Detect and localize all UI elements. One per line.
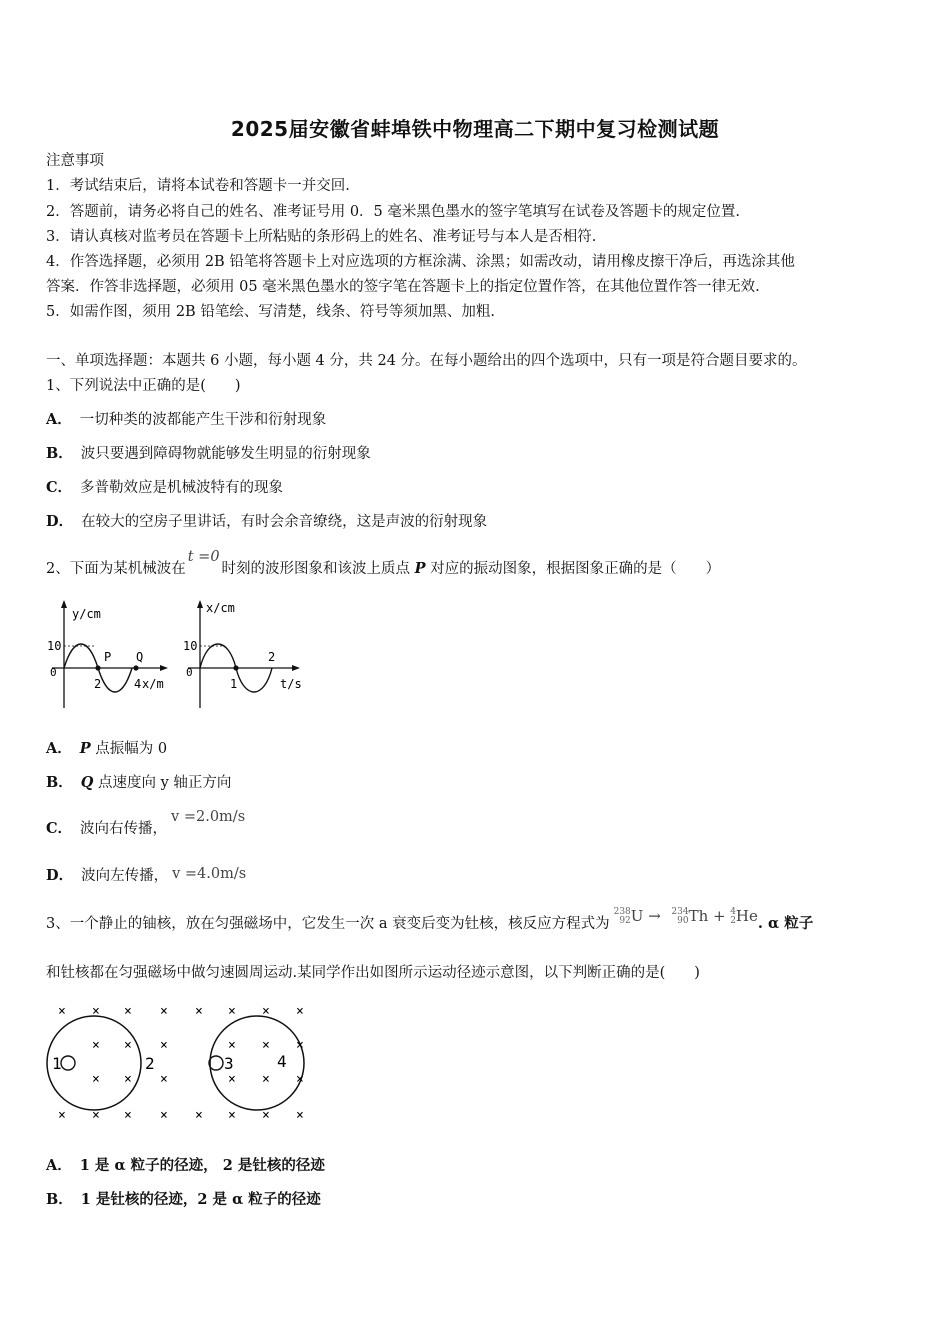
field-cross-mark: × <box>92 1072 100 1087</box>
field-cross-mark: × <box>195 1004 203 1019</box>
origin-label: 0 <box>186 666 193 679</box>
option-letter: D． <box>46 867 74 884</box>
field-cross-mark: × <box>262 1108 270 1123</box>
notice-item-2: 2．答题前，请务必将自己的姓名、准考证号用 0．5 毫米黑色墨水的签字笔填写在试卷及答题卡的规定位置. <box>46 204 740 220</box>
field-cross-mark: × <box>228 1072 236 1087</box>
option-letter: B． <box>46 445 73 462</box>
option-var: Q <box>80 774 94 791</box>
y-axis-label: x/cm <box>206 601 235 615</box>
track-label-3: 3 <box>224 1054 234 1073</box>
field-cross-mark: × <box>296 1108 304 1123</box>
q2-point-p: P <box>414 560 426 577</box>
option-text: 点速度向 y 轴正方向 <box>93 775 232 791</box>
origin-label: 0 <box>50 666 57 679</box>
page-title: 2025届安徽省蚌埠铁中物理高二下期中复习检测试题 <box>230 117 720 141</box>
option-var: P <box>79 740 91 757</box>
q2-stem-part2: 时刻的波形图象和该波上质点 <box>221 561 415 577</box>
velocity-formula: v =2.0m/s <box>171 809 246 825</box>
q3-stem-line1 <box>46 907 814 934</box>
track-label-2: 2 <box>145 1054 155 1073</box>
option-letter: A． <box>46 1157 72 1174</box>
option-text: 1 是钍核的径迹，2 是 α 粒子的径迹 <box>80 1191 321 1208</box>
wave-graph <box>44 598 174 713</box>
small-track-right <box>209 1056 223 1070</box>
notice-item-4-cont: 答案．作答非选择题，必须用 05 毫米黑色墨水的签字笔在答题卡上的指定位置作答，在其他位置作答一律无效. <box>46 279 760 295</box>
y-axis-label: y/cm <box>72 607 101 621</box>
q-label: Q <box>136 650 144 664</box>
option-letter: B． <box>46 774 73 791</box>
q3-option-a <box>46 1156 325 1176</box>
u-mass-number: 238 <box>613 907 631 917</box>
field-cross-mark: × <box>160 1004 168 1019</box>
track-label-4: 4 <box>277 1052 287 1071</box>
nuclear-equation <box>614 909 758 925</box>
velocity-formula: v =4.0m/s <box>172 866 247 882</box>
point-q-dot <box>133 665 138 670</box>
option-text: 1 是 α 粒子的径迹， 2 是钍核的径迹 <box>79 1157 325 1174</box>
vibration-graph <box>180 598 310 713</box>
u-atomic-number: 92 <box>619 916 631 926</box>
q1-option-b <box>46 444 371 464</box>
amplitude-label: 10 <box>183 639 198 653</box>
x-axis-label: x/m <box>142 677 164 691</box>
q1-option-a <box>46 410 326 430</box>
field-cross-mark: × <box>124 1038 132 1053</box>
p-label: P <box>104 650 112 664</box>
option-text: 在较大的空房子里讲话，有时会余音缭绕，这是声波的衍射现象 <box>81 514 488 530</box>
field-cross-mark: × <box>228 1108 236 1123</box>
field-cross-mark: × <box>160 1072 168 1087</box>
q1-option-d <box>46 512 487 532</box>
t-axis-label: t/s <box>280 677 302 691</box>
field-cross-mark: × <box>92 1108 100 1123</box>
field-cross-mark: × <box>124 1072 132 1087</box>
q2-option-b <box>46 773 231 793</box>
option-text: 波向左传播， <box>81 868 169 884</box>
notice-item-4: 4．作答选择题，必须用 2B 铅笔将答题卡上对应选项的方框涂满、涂黑；如需改动，请用橡皮擦干净后，再选涂其他 <box>46 254 795 270</box>
he-mass-number: 4 <box>730 907 736 917</box>
option-text: 点振幅为 0 <box>90 741 168 757</box>
tick-2-label: 2 <box>268 650 276 664</box>
option-text: 波只要遇到障碍物就能够发生明显的衍射现象 <box>80 446 371 462</box>
field-cross-mark: × <box>92 1004 100 1019</box>
q2-option-c <box>46 809 246 839</box>
q3-option-b <box>46 1190 321 1210</box>
t1-dot <box>233 665 238 670</box>
q2-stem-part3: 对应的振动图象，根据图象正确的是（ ） <box>425 561 721 577</box>
field-cross-mark: × <box>160 1108 168 1123</box>
q3-stem-text: 3、一个静止的铀核，放在匀强磁场中，它发生一次 a 衰变后变为钍核，核反应方程式为 <box>46 916 610 932</box>
tick-4-label: 4 <box>134 677 142 691</box>
field-cross-mark: × <box>124 1108 132 1123</box>
q2-time-formula: t =0 <box>187 549 220 565</box>
field-cross-mark: × <box>195 1108 203 1123</box>
th-atomic-number: 90 <box>677 916 689 926</box>
notice-heading: 注意事项 <box>46 153 104 169</box>
q1-stem: 1、下列说法中正确的是( ) <box>46 378 241 394</box>
q2-option-d <box>46 866 246 886</box>
amplitude-label: 10 <box>47 639 62 653</box>
field-cross-mark: × <box>58 1108 66 1123</box>
option-letter: D． <box>46 513 74 530</box>
field-cross-mark: × <box>296 1004 304 1019</box>
u-symbol: U → <box>630 907 661 925</box>
y-axis-arrow <box>61 600 67 608</box>
q2-option-a <box>46 739 167 759</box>
field-cross-mark: × <box>262 1072 270 1087</box>
option-letter: C． <box>46 479 73 496</box>
y-axis-arrow <box>197 600 203 608</box>
t-axis-arrow <box>292 665 300 671</box>
x-axis-arrow <box>160 665 168 671</box>
field-cross-mark: × <box>296 1072 304 1087</box>
option-letter: B． <box>46 1191 73 1208</box>
field-cross-mark: × <box>262 1004 270 1019</box>
q2-stem-part1: 2、下面为某机械波在 <box>46 561 186 577</box>
notice-item-5: 5．如需作图，须用 2B 铅笔绘、写清楚，线条、符号等须加黑、加粗. <box>46 304 495 320</box>
section-heading: 一、单项选择题：本题共 6 小题，每小题 4 分，共 24 分。在每小题给出的四个选项中，只有一项是符合题目要求的。 <box>46 353 807 369</box>
magnetic-field-figure <box>44 997 324 1129</box>
th-symbol: Th + <box>688 907 726 925</box>
tick-2-label: 2 <box>94 677 102 691</box>
th-mass-number: 234 <box>671 907 689 917</box>
point-p-dot <box>95 665 100 670</box>
q2-stem <box>46 549 721 579</box>
q3-stem-line2: 和钍核都在匀强磁场中做匀速圆周运动.某同学作出如图所示运动径迹示意图，以下判断正确的是( ) <box>46 965 700 981</box>
field-cross-mark: × <box>124 1004 132 1019</box>
q1-option-c <box>46 478 283 498</box>
he-symbol: He <box>735 907 758 925</box>
field-cross-mark: × <box>228 1004 236 1019</box>
option-letter: A． <box>46 411 72 428</box>
he-atomic-number: 2 <box>730 916 736 926</box>
field-cross-mark: × <box>262 1038 270 1053</box>
notice-item-3: 3．请认真核对监考员在答题卡上所粘贴的条形码上的姓名、准考证号与本人是否相符. <box>46 229 597 245</box>
option-text: 波向右传播， <box>80 821 168 837</box>
tick-1-label: 1 <box>230 677 238 691</box>
track-label-1: 1 <box>52 1054 62 1073</box>
option-text: 多普勒效应是机械波特有的现象 <box>80 480 284 496</box>
small-track-left <box>61 1056 75 1070</box>
option-text: 一切种类的波都能产生干涉和衍射现象 <box>79 412 327 428</box>
q3-stem-end: . α 粒子 <box>757 915 814 932</box>
field-cross-mark: × <box>160 1038 168 1053</box>
field-cross-mark: × <box>228 1038 236 1053</box>
option-letter: C． <box>46 820 73 837</box>
option-letter: A． <box>46 740 72 757</box>
field-cross-mark: × <box>296 1038 304 1053</box>
field-cross-mark: × <box>92 1038 100 1053</box>
field-cross-mark: × <box>58 1004 66 1019</box>
notice-item-1: 1．考试结束后，请将本试卷和答题卡一并交回. <box>46 178 350 194</box>
